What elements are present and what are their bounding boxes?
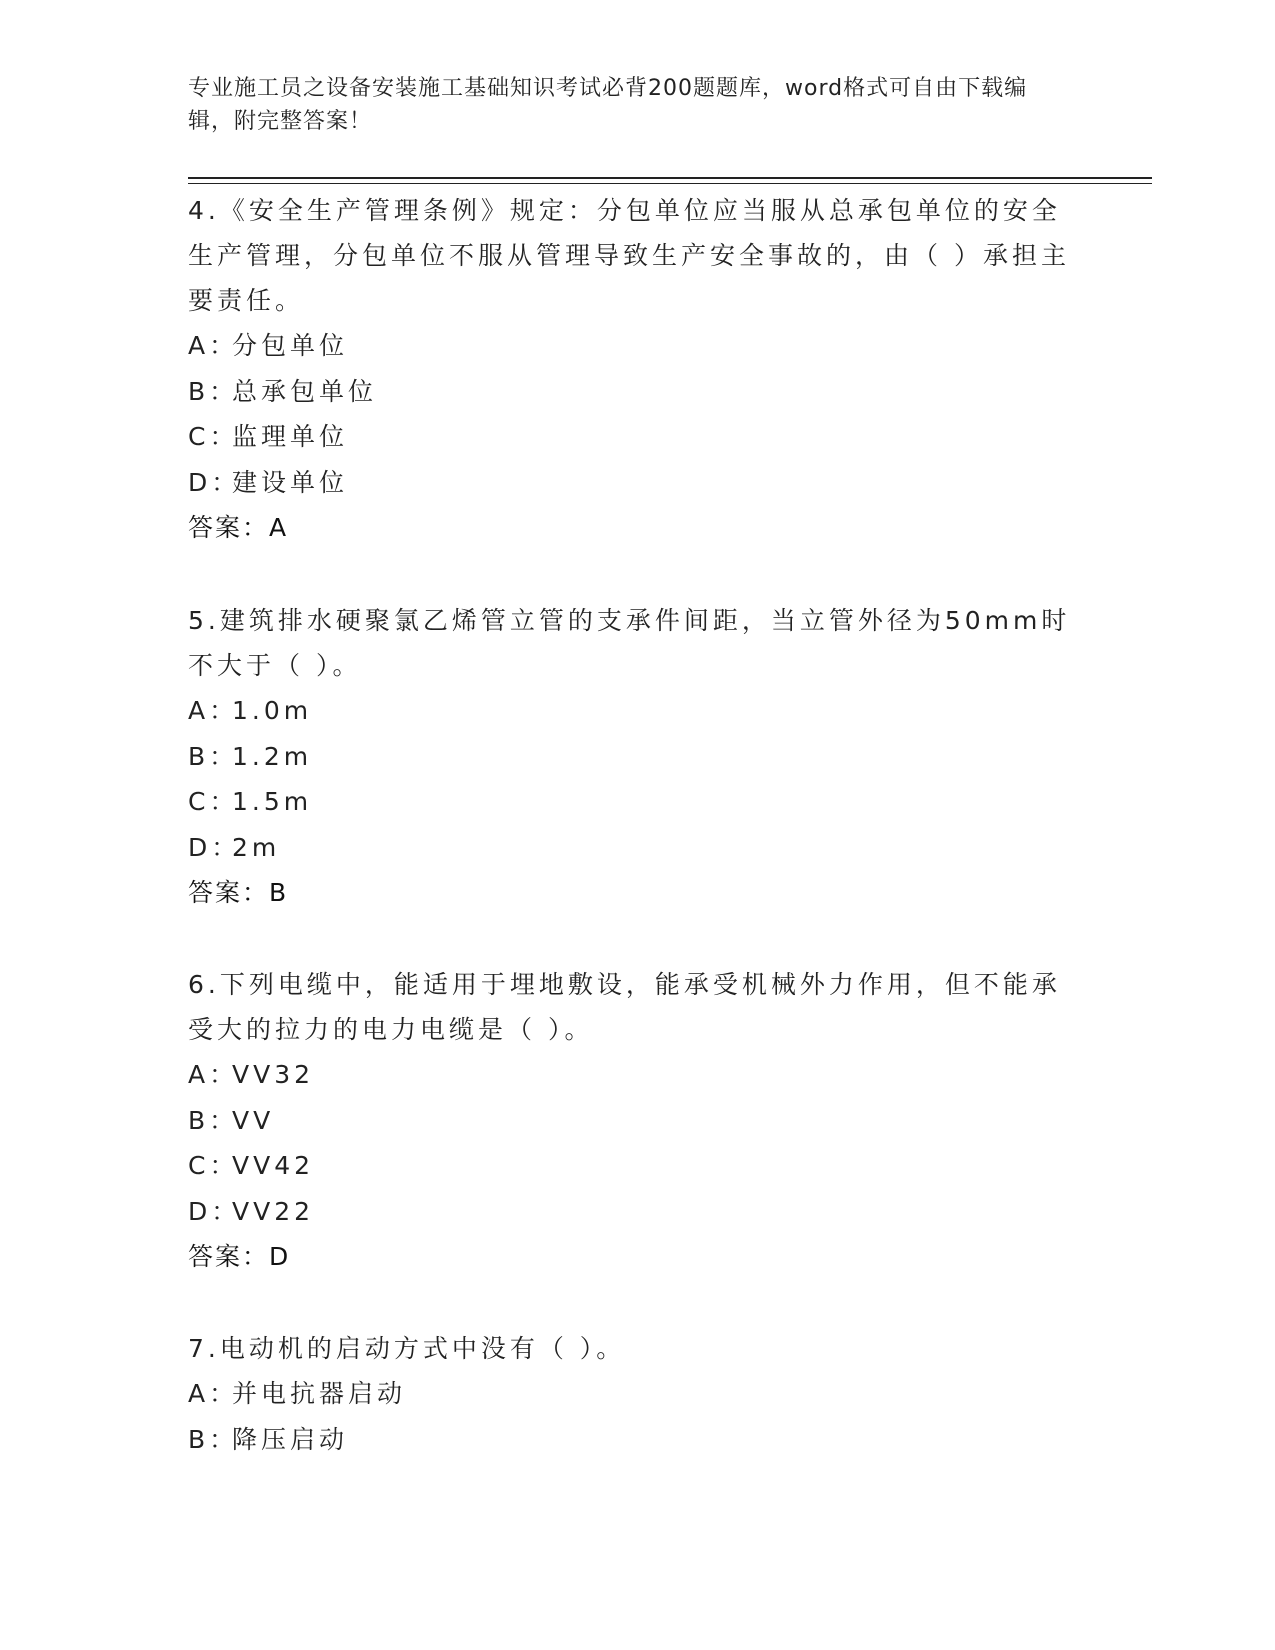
option-text: VV22	[232, 1196, 315, 1226]
document-header: 专业施工员之设备安装施工基础知识考试必背200题题库，word格式可自由下载编辑，附完整答案！	[188, 76, 1028, 134]
option-text: VV42	[232, 1151, 315, 1180]
option-key: B：	[188, 1424, 239, 1454]
option-key: A：	[188, 696, 239, 725]
option-key: C：	[188, 422, 239, 451]
answer-line: 答案：B	[188, 878, 289, 907]
option-key: D：	[188, 832, 241, 862]
option-d	[188, 460, 1088, 506]
option-b	[188, 369, 1088, 415]
option-a	[188, 1052, 1088, 1098]
option-key: D：	[188, 1196, 241, 1226]
question-4	[188, 188, 1088, 550]
option-text: 建设单位	[232, 467, 349, 497]
option-key: A：	[188, 1379, 239, 1408]
option-b	[188, 1417, 1088, 1463]
question-stem: 5.建筑排水硬聚氯乙烯管立管的支承件间距，当立管外径为50mm时不大于（ ）。	[188, 606, 1071, 680]
option-key: B：	[188, 376, 239, 406]
option-a	[188, 323, 1088, 369]
option-text: 1.5m	[232, 787, 313, 816]
answer-line: 答案：A	[188, 513, 289, 542]
option-key: C：	[188, 787, 239, 816]
header-divider-thick	[188, 177, 1152, 179]
option-text: 降压启动	[232, 1424, 349, 1454]
question-6	[188, 962, 1088, 1279]
option-key: A：	[188, 331, 239, 360]
question-5	[188, 598, 1088, 915]
option-text: 监理单位	[232, 422, 349, 451]
option-c	[188, 414, 1088, 460]
option-text: VV	[232, 1105, 275, 1135]
option-a	[188, 688, 1088, 734]
question-stem: 4.《安全生产管理条例》规定：分包单位应当服从总承包单位的安全生产管理，分包单位不服从管理导致生产安全事故的，由（ ）承担主要责任。	[188, 196, 1070, 315]
option-c	[188, 779, 1088, 825]
answer-line: 答案：D	[188, 1242, 291, 1271]
option-text: 1.0m	[232, 696, 313, 725]
option-key: B：	[188, 1105, 239, 1135]
header-divider-thin	[188, 183, 1152, 184]
option-a	[188, 1371, 1088, 1417]
option-key: A：	[188, 1060, 239, 1089]
option-text: 2m	[232, 832, 281, 862]
option-b	[188, 1098, 1088, 1144]
option-text: 1.2m	[232, 741, 313, 771]
option-c	[188, 1143, 1088, 1189]
option-text: 并电抗器启动	[232, 1379, 407, 1408]
question-stem: 7.电动机的启动方式中没有（ ）。	[188, 1334, 626, 1363]
option-text: 分包单位	[232, 331, 349, 360]
question-stem: 6.下列电缆中，能适用于埋地敷设，能承受机械外力作用，但不能承受大的拉力的电力电缆是（ ）。	[188, 970, 1061, 1044]
option-key: D：	[188, 467, 241, 497]
option-text: VV32	[232, 1060, 315, 1089]
question-7	[188, 1326, 1088, 1462]
option-b	[188, 734, 1088, 780]
option-key: B：	[188, 741, 239, 771]
option-text: 总承包单位	[232, 376, 378, 406]
option-d	[188, 825, 1088, 871]
option-key: C：	[188, 1151, 239, 1180]
option-d	[188, 1189, 1088, 1235]
